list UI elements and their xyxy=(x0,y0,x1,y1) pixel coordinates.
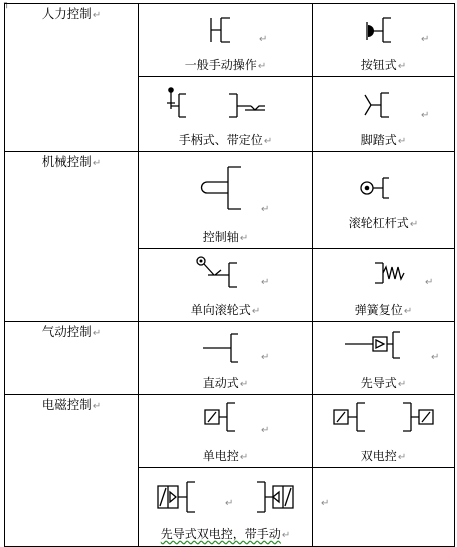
category-electromagnetic: 电磁控制↵ xyxy=(5,395,139,547)
symbol-cell: ↵ 单电控↵ xyxy=(139,395,313,468)
empty-cell: ↵ xyxy=(313,468,455,547)
symbol-cell xyxy=(139,77,313,152)
symbol-cell: ↵ 脚踏式↵ xyxy=(313,77,455,152)
category-label: 电磁控制 xyxy=(41,397,92,412)
symbol-cell: ↵ 按钮式↵ xyxy=(313,4,455,77)
symbol-label: 控制轴↵ xyxy=(202,230,249,244)
table-row xyxy=(5,322,455,395)
symbol-cell: ↵ 先导式↵ xyxy=(313,322,455,395)
symbol-label: 单向滚轮式↵ xyxy=(190,303,261,317)
symbol-label: 直动式↵ xyxy=(202,376,249,390)
symbol-cell: ↵ 控制轴↵ xyxy=(139,152,313,249)
control-methods-table xyxy=(4,3,455,547)
table-row xyxy=(5,4,455,77)
symbol-label: 一般手动操作↵ xyxy=(184,58,267,72)
symbol-label: 双电控↵ xyxy=(360,449,407,463)
category-label: 气动控制 xyxy=(41,324,92,339)
symbol-label: 按钮式↵ xyxy=(360,58,407,72)
symbol-cell xyxy=(313,395,455,468)
symbol-label: 弹簧复位↵ xyxy=(354,303,413,317)
symbol-label: 先导式双电控，带手动↵ xyxy=(160,527,291,541)
symbol-cell: ↵ 单向滚轮式↵ xyxy=(139,249,313,322)
category-pneumatic: 气动控制↵ xyxy=(5,322,139,395)
symbol-cell xyxy=(313,152,455,249)
corner-mark: ┐ xyxy=(4,0,10,9)
symbol-label: 滚轮杠杆式↵ xyxy=(348,216,419,230)
table-row xyxy=(5,395,455,468)
category-label: 人力控制 xyxy=(41,6,92,21)
category-mechanical: 机械控制↵ xyxy=(5,152,139,322)
symbol-cell: ↵ 先导式双电控，带手动↵ xyxy=(139,468,313,547)
category-label: 机械控制 xyxy=(41,154,92,169)
symbol-label: 先导式↵ xyxy=(360,376,407,390)
symbol-label: 手柄式、带定位↵ xyxy=(178,133,273,147)
symbol-label: 脚踏式↵ xyxy=(360,133,407,147)
category-manual: 人力控制↵ xyxy=(5,4,139,152)
symbol-label: 单电控↵ xyxy=(202,449,249,463)
roller-lever-icon xyxy=(313,152,455,248)
symbol-cell: ↵ 一般手动操作↵ xyxy=(139,4,313,77)
table-row xyxy=(5,152,455,249)
symbol-cell: ↵ 直动式↵ xyxy=(139,322,313,395)
symbol-cell: ↵ 弹簧复位↵ xyxy=(313,249,455,322)
